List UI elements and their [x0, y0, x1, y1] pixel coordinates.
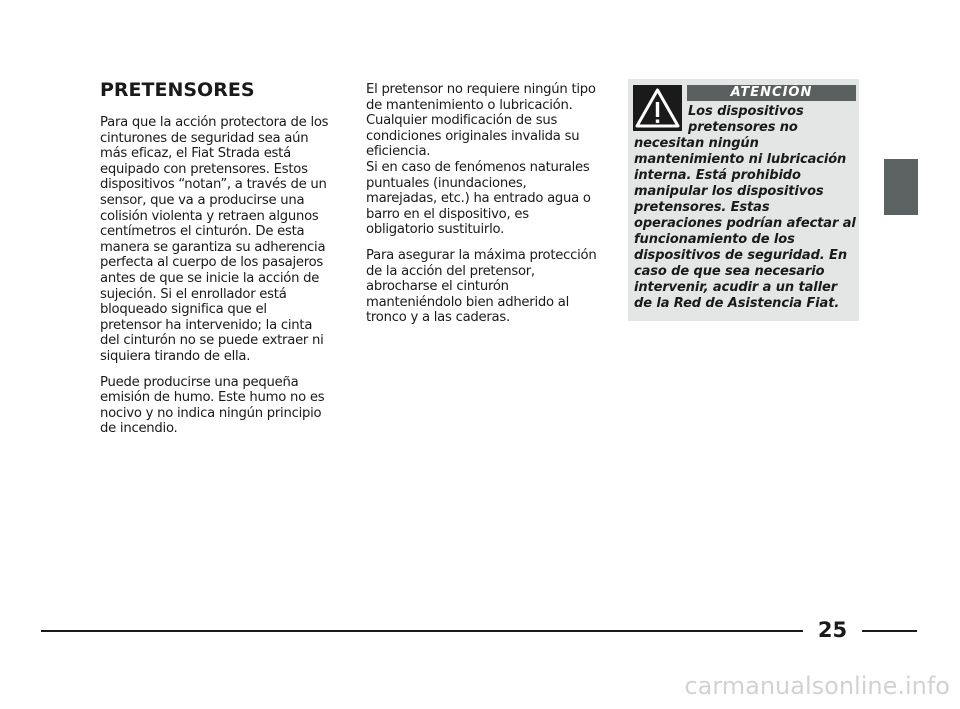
left-column [100, 79, 332, 447]
footer-rule-left [41, 630, 803, 632]
middle-column [366, 82, 598, 336]
warning-box [628, 79, 859, 321]
notice-header: ATENCIÓN [687, 85, 856, 101]
paragraph: Para que la acción protectora de los cinturones de seguridad sea aún más eficaz, el Fiat Strada está equipado con pretensores. Estos dispositivos “notan”, a través de un sensor, que va a producirse una colisión violenta y retraen algunos centímetros el cinturón. De esta manera se garantiza su adherencia perfecta al cuerpo de los pasajeros antes de que se inicie la acción de sujeción. Si el enrollador está bloqueado significa que el pretensor ha intervenido; la cinta del cinturón no se puede extraer ni siquiera tirando de ella. [100, 115, 329, 364]
page-number: 25 [817, 618, 848, 642]
paragraph: Si en caso de fenómenos naturales puntuales (inundaciones, marejadas, etc.) ha entrado agua o barro en el dispositivo, es obligatorio sustituirlo. [366, 159, 591, 238]
paragraph: Puede producirse una pequeña emisión de humo. Este humo no es nocivo y no indica ningún principio de incendio. [100, 374, 325, 437]
section-tab-marker [884, 159, 918, 215]
section-title: PRETENSORES [100, 79, 255, 101]
notice-text-block [634, 104, 856, 312]
notice-text: Los dispositivos pretensores no necesitan ningún mantenimiento ni lubricación interna. Está prohibido manipular los dispositivos pretensores. Estas operaciones podrían afectar al funcionamiento de los dispositivos de seguridad. En caso de que sea necesario intervenir, acudir a un taller de la Red de Asistencia Fiat. [634, 104, 856, 311]
watermark: carmanualsonline.info [684, 672, 950, 700]
footer-rule-right [862, 630, 917, 632]
paragraph: El pretensor no requiere ningún tipo de mantenimiento o lubricación. Cualquier modificación de sus condiciones originales invalida su eficiencia. [366, 82, 596, 160]
paragraph: Para asegurar la máxima protección de la acción del pretensor, abrocharse el cinturón manteniéndolo bien adherido al tronco y a las caderas. [366, 247, 597, 326]
